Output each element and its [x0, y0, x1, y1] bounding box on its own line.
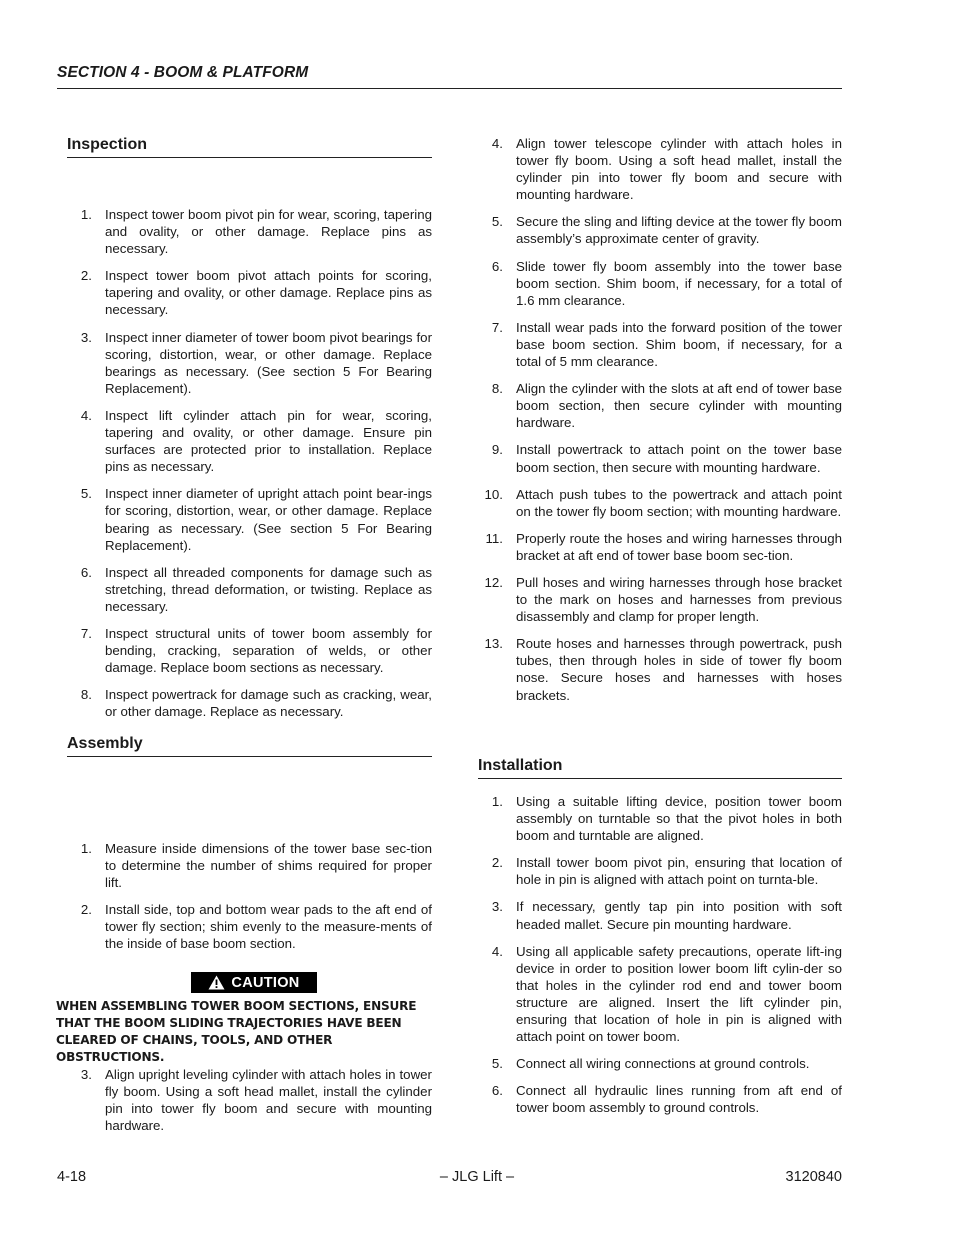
list-item-number: 10.	[484, 486, 503, 502]
list-item	[478, 854, 842, 888]
list-item-text: Pull hoses and wiring harnesses through hose bracket to the mark on hoses and harnesses from previous disassembly and clamp for proper length.	[516, 574, 842, 625]
list-item-text: Measure inside dimensions of the tower base sec-tion to determine the number of shims required for proper lift.	[105, 841, 432, 891]
list-item	[478, 1055, 842, 1072]
list-item-text: Install powertrack to attach point on the tower base boom section, then secure with mounting hardware.	[516, 442, 842, 475]
list-item-text: Using all applicable safety precautions, operate lift-ing device in order to position lower boom lift cylin-der so that holes in the cylinder rod end and tower boom structure are aligned. Insert the lift cylinder pin, ensuring that location of hole in pin is aligned with attach point on tower boom.	[516, 943, 842, 1045]
list-item-text: Inspect tower boom pivot attach points for scoring, tapering and ovality, or other damage. Replace pins as necessary.	[105, 268, 432, 318]
list-item	[67, 206, 432, 257]
list-item-number: 13.	[484, 636, 503, 652]
installation-heading-text: Installation	[478, 757, 563, 774]
list-item-number: 3.	[491, 899, 503, 915]
list-item	[67, 625, 432, 676]
list-item-text: Attach push tubes to the powertrack and attach point on the tower fly boom section; with mounting hardware.	[516, 486, 842, 519]
list-item-number: 8.	[80, 687, 92, 703]
list-item-number: 5.	[80, 486, 92, 502]
list-item-number: 1.	[80, 207, 92, 222]
list-item-text: Using a suitable lifting device, position tower boom assembly on turntable so that the pivot holes in both boom and turntable are aligned.	[516, 794, 842, 844]
list-item-number: 3.	[80, 329, 92, 345]
list-item-text: Inspect inner diameter of tower boom pivot bearings for scoring, distortion, wear, or other damage. Replace bearings as necessary. (See section 5 For Bearing Replacement).	[105, 329, 432, 396]
list-item	[67, 407, 432, 475]
list-item-number: 1.	[491, 794, 503, 809]
list-item	[67, 267, 432, 318]
list-item	[478, 486, 842, 520]
caution-badge	[191, 972, 317, 993]
list-item-number: 2.	[80, 268, 92, 284]
list-item-text: Inspect lift cylinder attach pin for wear, scoring, tapering and ovality, or other damage. Ensure pin surfaces are protected prior to installation. Replace pins as necessary.	[105, 407, 432, 475]
list-item	[478, 793, 842, 844]
list-item-text: Secure the sling and lifting device at the tower fly boom assembly’s approximate center of gravity.	[516, 214, 842, 247]
list-item	[67, 1066, 432, 1134]
section-header	[57, 64, 842, 89]
assembly-list-c	[478, 135, 842, 714]
list-item	[478, 441, 842, 475]
installation-list	[478, 793, 842, 1127]
page-number: 4-18	[57, 1169, 87, 1185]
list-item	[478, 380, 842, 431]
list-item	[478, 319, 842, 370]
list-item-text: Inspect inner diameter of upright attach point bear-ings for scoring, distortion, wear, or other damage. Replace bearing as necessary. (See section 5 For Bearing Replacement).	[105, 486, 432, 553]
list-item	[478, 1082, 842, 1116]
caution-text: WHEN ASSEMBLING TOWER BOOM SECTIONS, ENSURE THAT THE BOOM SLIDING TRAJECTORIES HAVE BEEN CLEARED OF CHAINS, TOOLS, AND OTHER OBSTRUCTIONS.	[56, 999, 417, 1065]
inspection-heading-text: Inspection	[67, 136, 148, 153]
list-item-number: 4.	[491, 136, 503, 151]
list-item-text: Slide tower fly boom assembly into the tower base boom section. Shim boom, if necessary, for a total of 1.6 mm clearance.	[516, 258, 842, 308]
list-item	[478, 213, 842, 247]
list-item-number: 3.	[80, 1067, 92, 1082]
list-item-number: 6.	[491, 258, 503, 274]
list-item-number: 12.	[484, 574, 503, 590]
caution-label: CAUTION	[231, 974, 300, 991]
list-item	[478, 135, 842, 203]
list-item-number: 7.	[80, 625, 92, 641]
list-item-text: Install tower boom pivot pin, ensuring that location of hole in pin is aligned with attach point on turnta-ble.	[516, 855, 842, 888]
inspection-heading	[67, 136, 432, 158]
list-item	[478, 258, 842, 309]
list-item-text: Align upright leveling cylinder with attach holes in tower fly boom. Using a soft head mallet, install the cylinder pin into tower fly boom and secure with mounting hardware.	[105, 1067, 432, 1134]
footer-brand: – JLG Lift –	[439, 1169, 515, 1185]
list-item-number: 2.	[80, 902, 92, 918]
assembly-heading-text: Assembly	[67, 735, 143, 752]
list-item	[478, 574, 842, 625]
list-item	[67, 686, 432, 720]
installation-heading	[478, 757, 842, 779]
list-item-number: 4.	[491, 943, 503, 959]
list-item	[478, 530, 842, 564]
list-item-text: Align tower telescope cylinder with attach holes in tower fly boom. Using a soft head mallet, install the cylinder pin into tower fly boom and secure with mounting hardware.	[516, 136, 842, 203]
list-item-text: Connect all hydraulic lines running from aft end of tower boom assembly to ground controls.	[516, 1083, 842, 1116]
list-item	[478, 635, 842, 703]
list-item-number: 6.	[80, 564, 92, 580]
list-item	[67, 840, 432, 891]
section-title: SECTION 4 - BOOM & PLATFORM	[57, 64, 309, 81]
assembly-list-b	[67, 1066, 432, 1144]
warning-triangle-icon	[208, 975, 225, 990]
list-item-text: If necessary, gently tap pin into position with soft headed mallet. Secure pin mounting hardware.	[516, 899, 842, 932]
assembly-list-a	[67, 840, 432, 963]
list-item-number: 5.	[491, 214, 503, 230]
list-item-number: 9.	[491, 442, 503, 458]
list-item-text: Properly route the hoses and wiring harnesses through bracket at aft end of tower base boom sec-tion.	[516, 530, 842, 563]
list-item-text: Install side, top and bottom wear pads to the aft end of tower fly section; shim evenly to the measure-ments of the inside of base boom section.	[105, 902, 432, 952]
list-item-text: Inspect powertrack for damage such as cracking, wear, or other damage. Replace as necessary.	[105, 687, 432, 720]
list-item	[478, 898, 842, 932]
list-item	[478, 943, 842, 1046]
list-item	[67, 485, 432, 553]
list-item-number: 5.	[491, 1056, 503, 1072]
list-item-text: Route hoses and harnesses through powertrack, push tubes, then through holes in side of tower fly boom nose. Secure hoses and harnesses with hoses brackets.	[516, 636, 842, 703]
assembly-heading	[67, 735, 432, 757]
list-item-number: 11.	[485, 530, 503, 546]
list-item	[67, 564, 432, 615]
list-item-text: Connect all wiring connections at ground controls.	[516, 1056, 810, 1072]
list-item-number: 1.	[80, 841, 92, 856]
list-item	[67, 329, 432, 397]
inspection-list	[67, 206, 432, 730]
list-item-number: 8.	[491, 381, 503, 397]
list-item-text: Inspect all threaded components for damage such as stretching, thread deformation, or twisting. Replace as necessary.	[105, 564, 432, 614]
document-number: 3120840	[785, 1169, 842, 1185]
list-item-number: 2.	[491, 855, 503, 871]
list-item-text: Inspect structural units of tower boom assembly for bending, cracking, separation of welds, or other damage. Replace boom sections as necessary.	[105, 625, 432, 676]
list-item-text: Inspect tower boom pivot pin for wear, scoring, tapering and ovality, or other damage. Replace pins as necessary.	[105, 207, 432, 257]
list-item-text: Align the cylinder with the slots at aft end of tower base boom section, then secure cylinder with mounting hardware.	[516, 381, 842, 431]
list-item-text: Install wear pads into the forward position of the tower base boom section. Shim boom, if necessary, for a total of 5 mm clearance.	[516, 319, 842, 370]
list-item-number: 6.	[491, 1083, 503, 1099]
list-item	[67, 901, 432, 952]
list-item-number: 4.	[80, 407, 92, 423]
list-item-number: 7.	[491, 319, 503, 335]
